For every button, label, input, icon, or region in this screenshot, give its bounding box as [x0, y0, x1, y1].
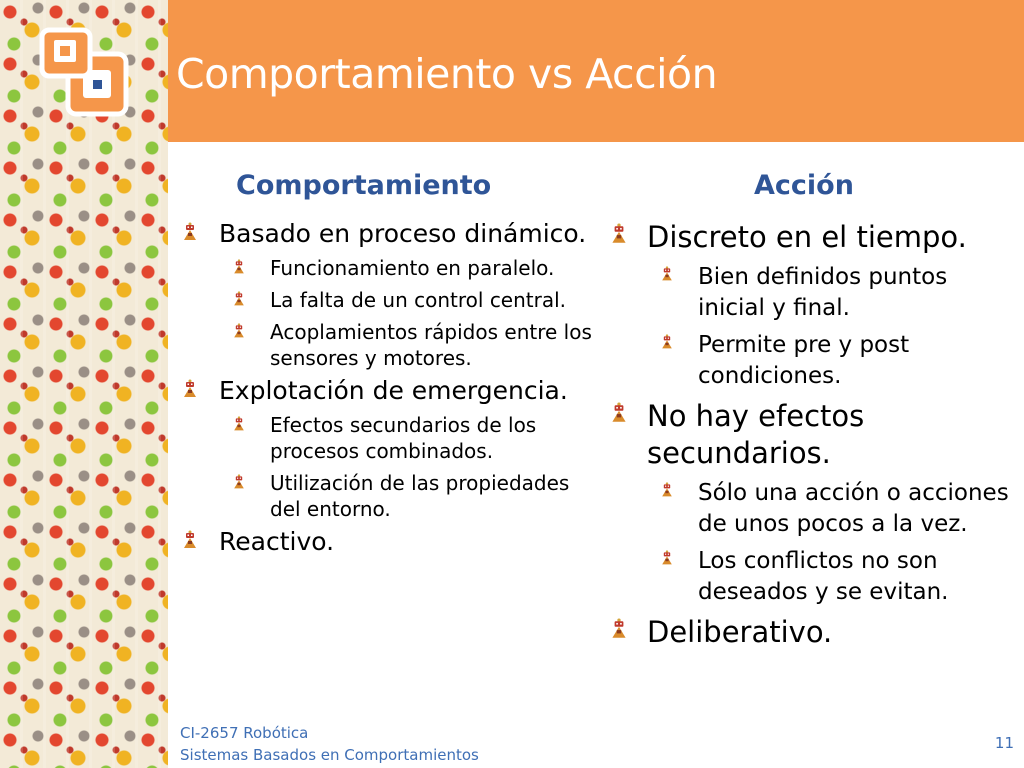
- small-robot-bullet-icon: [659, 266, 675, 282]
- robot-bullet-icon: [180, 222, 200, 242]
- bullet-text: Deliberativo.: [647, 615, 833, 649]
- bullet-text: Explotación de emergencia.: [219, 376, 568, 405]
- robot-bullet-icon: [608, 618, 630, 640]
- bullet-item: [608, 398, 1013, 472]
- robot-bullet-icon: [608, 402, 630, 424]
- sub-bullet-item: [231, 319, 600, 371]
- sub-bullet-item: [659, 330, 1013, 392]
- bullet-text: Basado en proceso dinámico.: [219, 219, 587, 248]
- small-robot-bullet-icon: [231, 291, 247, 307]
- left-column: [180, 218, 600, 557]
- bullet-item: [180, 218, 600, 249]
- footer-topic: Sistemas Basados en Comportamientos: [180, 746, 479, 764]
- robot-bullet-icon: [608, 223, 630, 245]
- small-robot-bullet-icon: [231, 323, 247, 339]
- sub-bullet-text: Acoplamientos rápidos entre los sensores y motores.: [270, 320, 592, 370]
- sub-bullet-item: [659, 478, 1013, 540]
- sub-bullet-text: Sólo una acción o acciones de unos pocos a la vez.: [698, 480, 1009, 537]
- robot-bullet-icon: [180, 379, 200, 399]
- page-number: 11: [994, 734, 1014, 752]
- sub-bullet-item: [231, 287, 600, 313]
- sub-bullet-item: [231, 412, 600, 464]
- sub-bullet-text: Permite pre y post condiciones.: [698, 332, 910, 389]
- bullet-text: Discreto en el tiempo.: [647, 220, 967, 254]
- footer: [180, 722, 479, 766]
- sub-bullet-item: [231, 255, 600, 281]
- sub-bullet-text: Utilización de las propiedades del entorno.: [270, 471, 570, 521]
- sub-bullet-text: La falta de un control central.: [270, 288, 567, 312]
- sub-bullet-item: [659, 546, 1013, 608]
- bullet-item: [608, 219, 1013, 256]
- nested-squares-logo-icon: [38, 26, 130, 118]
- slide-title: Comportamiento vs Acción: [176, 50, 718, 98]
- left-column-heading: Comportamiento: [236, 170, 492, 201]
- sub-bullet-text: Bien definidos puntos inicial y final.: [698, 264, 948, 321]
- right-column: [608, 219, 1013, 651]
- bullet-item: [608, 614, 1013, 651]
- bullet-text: Reactivo.: [219, 527, 335, 556]
- small-robot-bullet-icon: [659, 482, 675, 498]
- robot-bullet-icon: [180, 530, 200, 550]
- bullet-text: No hay efectos secundarios.: [647, 399, 865, 470]
- sub-bullet-text: Funcionamiento en paralelo.: [270, 256, 555, 280]
- sub-bullet-text: Los conflictos no son deseados y se evitan.: [698, 548, 949, 605]
- small-robot-bullet-icon: [231, 416, 247, 432]
- small-robot-bullet-icon: [231, 474, 247, 490]
- small-robot-bullet-icon: [659, 550, 675, 566]
- sub-bullet-text: Efectos secundarios de los procesos combinados.: [270, 413, 537, 463]
- sub-bullet-item: [659, 262, 1013, 324]
- footer-course: CI-2657 Robótica: [180, 724, 309, 742]
- right-column-heading: Acción: [754, 170, 854, 201]
- bullet-item: [180, 526, 600, 557]
- sub-bullet-item: [231, 470, 600, 522]
- bullet-item: [180, 375, 600, 406]
- small-robot-bullet-icon: [659, 334, 675, 350]
- small-robot-bullet-icon: [231, 259, 247, 275]
